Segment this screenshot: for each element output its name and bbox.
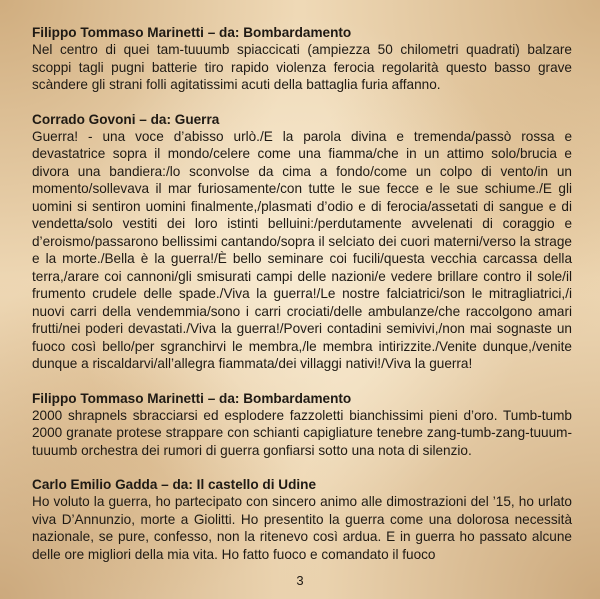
section-text: 2000 shrapnels sbracciarsi ed esplodere fazzoletti bianchissimi pieni d’oro. Tumb-tumb 2000 granate protese strappare con schianti capigliature tenebre zang-tumb-zang-tuuum-tuuumb orchestra dei rumori di guerra gonfiarsi sotto una nota di silenzio. <box>32 407 572 458</box>
excerpt-marinetti-1 <box>32 24 572 94</box>
excerpt-govoni <box>32 111 572 373</box>
section-text: Ho voluto la guerra, ho partecipato con sincero animo alle dimostrazioni del ’15, ho urlato viva D’Annunzio, morte a Giolitti. Ho presentito la guerra come una dolorosa necessità nazionale, se pure, confesso, non la ritenevo così ardua. E in guerra ho passato alcune delle ore migliori della mia vita. Ho fatto fuoco e comandato il fuoco <box>32 494 572 562</box>
page-number: 3 <box>296 573 304 588</box>
section-text: Guerra! - una voce d’abisso urlò./E la parola divina e tremenda/passò rossa e devastatrice sopra il mondo/celere come una fiamma/che in un attimo solo/brucia e divora una bandiera:/lo sconvolse da cima a fondo/come un colpo di vento/in un momento/sollevava il mar furiosamente/con tutte le sue fecce e le sue schiume./E gli uomini si sentiron uomini finalmente,/plasmati d’odio e di ferocia/assetati di sangue e di vendetta/solo vestiti dei loro istinti belluini:/perdutamente avvelenati di coraggio e d’eroismo/passarono bellissimi cantando/sopra il selciato dei cuori materni/verso la strage e la morte./Bella è la guerra!/È bello seminare coi fucili/questa vecchia carcassa della terra,/arare coi cannoni/gli smisurati campi delle nazioni/e vedere brillare contro il sole/il frumento crudele delle spade./Viva la guerra!/Le nostre falciatrici/son le mitragliatrici,/i nuovi carri della vendemmia/sono i carri crociati/delle ambulanze/che raccolgono amari frutti/nei poderi devastati./Viva la guerra!/Poveri contadini semivivi,/non mai sognaste un fuoco così bello/per sgranchirvi le membra,/le membra intirizzite./Venite dunque,/venite dunque a riscaldarvi/all’allegra fiammata/dei villaggi nativi!/Viva la guerra! <box>32 128 572 371</box>
section-heading: Corrado Govoni – da: Guerra <box>32 111 220 127</box>
section-heading: Filippo Tommaso Marinetti – da: Bombardamento <box>32 390 352 406</box>
page-content <box>32 24 572 580</box>
section-heading: Filippo Tommaso Marinetti – da: Bombardamento <box>32 25 352 40</box>
section-text: Nel centro di quei tam-tuuumb spiaccicati (ampiezza 50 chilometri quadrati) balzare scoppi tagli pugni batterie tiro rapido violenza ferocia regolarità questo basso grave scàndere gli strani folli agitatissimi acuti della battaglia furia affanno. <box>32 42 572 92</box>
section-heading: Carlo Emilio Gadda – da: Il castello di Udine <box>32 477 317 492</box>
excerpt-marinetti-2 <box>32 390 572 460</box>
excerpt-gadda <box>32 476 572 563</box>
